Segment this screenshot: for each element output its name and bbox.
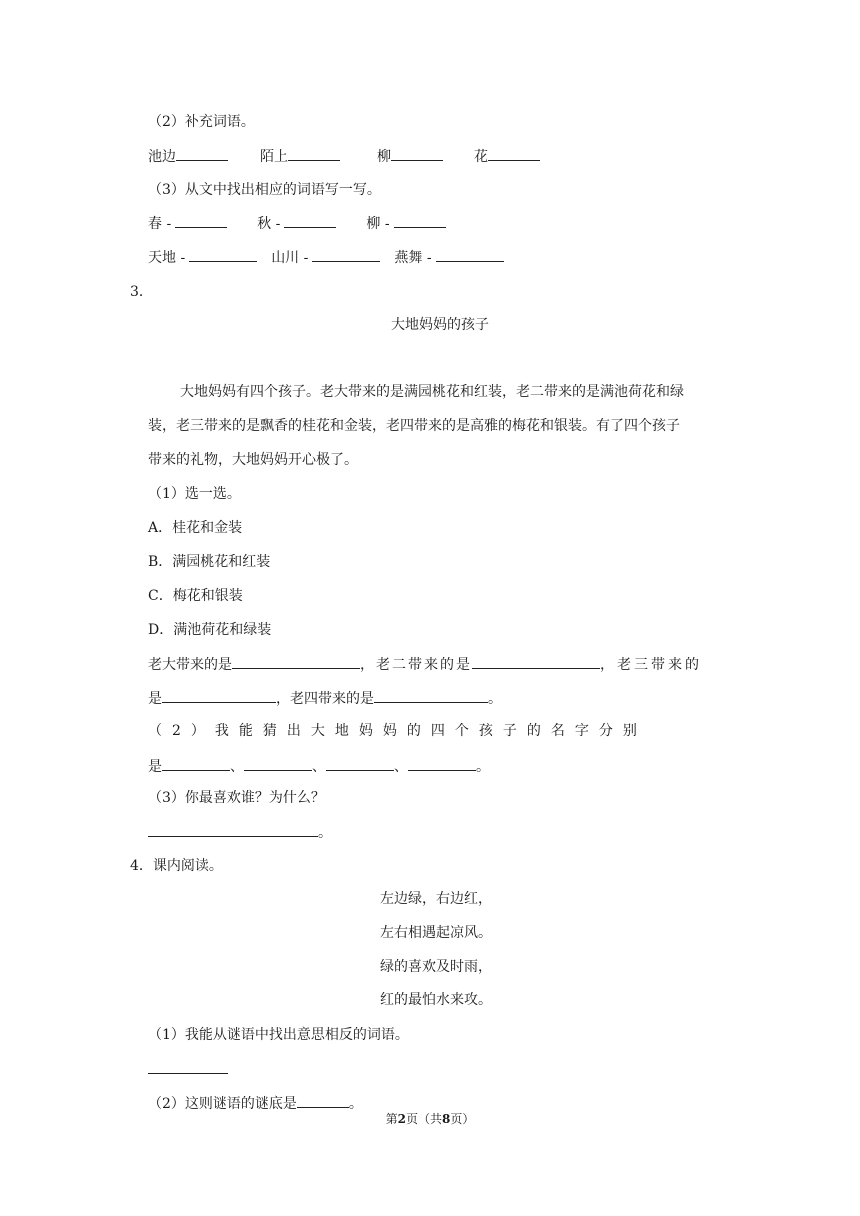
answer-blank[interactable] xyxy=(312,247,380,262)
q2-sub2-label: （2）补充词语。 xyxy=(148,114,255,130)
answer-blank[interactable] xyxy=(288,146,340,161)
answer-blank[interactable] xyxy=(162,756,230,771)
page-footer xyxy=(0,1109,860,1129)
footer-text: 第 xyxy=(385,1112,398,1126)
fill-text: ，老三带来的 xyxy=(600,657,702,673)
q3-number: 3． xyxy=(130,284,153,300)
answer-blank[interactable] xyxy=(408,756,476,771)
fill-text: （2）这则谜语的谜底是 xyxy=(148,1096,297,1112)
answer-blank[interactable] xyxy=(176,146,228,161)
fill-text: 是 xyxy=(148,759,162,775)
poem-line: 绿的喜欢及时雨， xyxy=(380,959,492,975)
answer-blank[interactable] xyxy=(148,1059,228,1074)
q3-sub1-label: （1）选一选。 xyxy=(148,486,241,502)
q3-paragraph-line3: 带来的礼物，大地妈妈开心极了。 xyxy=(148,452,358,468)
word-prefix: 山川 - xyxy=(271,250,309,266)
word-prefix: 池边 xyxy=(148,149,176,165)
word-prefix: 燕舞 - xyxy=(394,250,432,266)
fill-text: 。 xyxy=(318,825,332,841)
answer-blank[interactable] xyxy=(391,146,443,161)
answer-blank[interactable] xyxy=(162,688,276,703)
q2-sub2-items xyxy=(148,146,540,167)
answer-blank[interactable] xyxy=(472,654,600,669)
q3-fill-line1 xyxy=(148,654,702,675)
separator: 、 xyxy=(312,759,326,775)
answer-blank[interactable] xyxy=(148,822,318,837)
answer-blank[interactable] xyxy=(326,756,394,771)
answer-blank[interactable] xyxy=(284,213,336,228)
fill-text: 。 xyxy=(488,691,502,707)
answer-blank[interactable] xyxy=(189,247,257,262)
q3-option-c[interactable]: C．梅花和银装 xyxy=(148,588,243,604)
q3-option-b[interactable]: B．满园桃花和红装 xyxy=(148,554,271,570)
q3-option-a[interactable]: A．桂花和金装 xyxy=(148,520,243,536)
fill-text: 是 xyxy=(148,691,162,707)
footer-text: 页（共 xyxy=(405,1112,442,1126)
word-prefix: 天地 - xyxy=(148,250,186,266)
answer-blank[interactable] xyxy=(244,756,312,771)
fill-text: ，老二带来的是 xyxy=(360,657,472,673)
footer-total-pages: 8 xyxy=(442,1112,451,1126)
q3-sub3-answer xyxy=(148,822,332,843)
fill-text: 老大带来的是 xyxy=(148,657,232,673)
q3-fill-line2 xyxy=(148,688,502,709)
q2-sub3-label: （3）从文中找出相应的词语写一写。 xyxy=(148,182,381,198)
q2-sub3-row2 xyxy=(148,247,504,268)
fill-text: 。 xyxy=(348,1096,363,1112)
answer-blank[interactable] xyxy=(374,688,488,703)
footer-text: 页） xyxy=(450,1112,475,1126)
answer-blank[interactable] xyxy=(175,213,227,228)
answer-blank[interactable] xyxy=(436,247,504,262)
fill-text: 。 xyxy=(476,759,490,775)
q2-sub3-row1 xyxy=(148,213,446,234)
word-prefix: 柳 xyxy=(377,149,391,165)
answer-blank[interactable] xyxy=(394,213,446,228)
q3-sub2-answers xyxy=(148,756,490,777)
fill-text: ，老四带来的是 xyxy=(276,691,374,707)
word-prefix: 陌上 xyxy=(260,149,288,165)
q4-sub1-answer xyxy=(148,1059,228,1080)
word-prefix: 花 xyxy=(474,149,488,165)
answer-blank[interactable] xyxy=(297,1093,349,1108)
footer-page-number: 2 xyxy=(397,1112,406,1126)
q3-title: 大地妈妈的孩子 xyxy=(391,317,489,333)
separator: 、 xyxy=(394,759,408,775)
q3-sub2-label: （2）我能猜出大地妈妈的四个孩子的名字分别 xyxy=(148,723,647,739)
q4-number: 4．课内阅读。 xyxy=(130,858,223,874)
poem-line: 左边绿，右边红， xyxy=(380,891,492,907)
separator: 、 xyxy=(230,759,244,775)
word-prefix: 柳 - xyxy=(366,216,390,232)
word-prefix: 秋 - xyxy=(257,216,281,232)
q3-paragraph-line1: 大地妈妈有四个孩子。老大带来的是满园桃花和红装，老二带来的是满池荷花和绿 xyxy=(180,384,684,400)
answer-blank[interactable] xyxy=(232,654,360,669)
poem-line: 红的最怕水来攻。 xyxy=(380,992,492,1008)
q3-option-d[interactable]: D．满池荷花和绿装 xyxy=(148,622,272,638)
q4-sub1-label: （1）我能从谜语中找出意思相反的词语。 xyxy=(148,1027,409,1043)
poem-line: 左右相遇起凉风。 xyxy=(380,925,492,941)
word-prefix: 春 - xyxy=(148,216,172,232)
q3-sub3-label: （3）你最喜欢谁？为什么？ xyxy=(148,790,325,806)
answer-blank[interactable] xyxy=(488,146,540,161)
q3-paragraph-line2: 装，老三带来的是飘香的桂花和金装，老四带来的是高雅的梅花和银装。有了四个孩子 xyxy=(148,418,680,434)
